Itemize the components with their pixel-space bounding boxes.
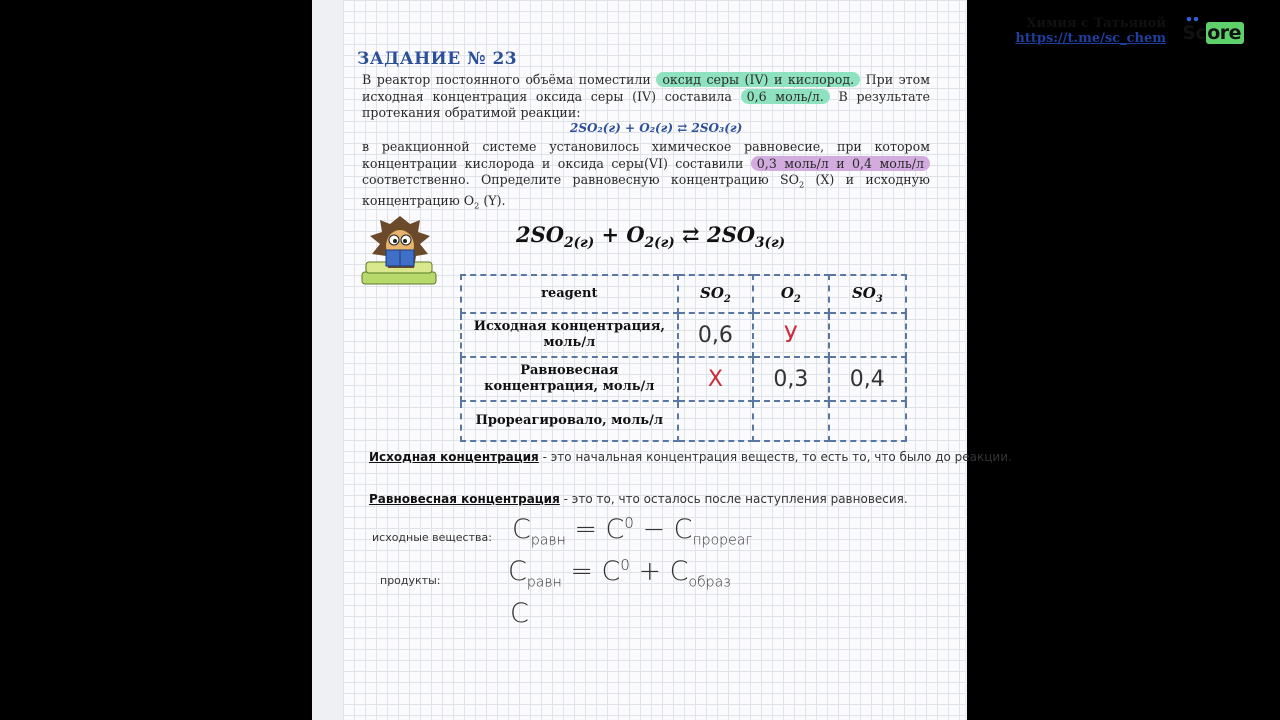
table-header-row	[461, 275, 906, 313]
header-so2: $SO_2$	[678, 275, 753, 313]
table-row	[461, 401, 906, 441]
label-products: продукты:	[380, 574, 441, 587]
header-so3: $SO_3$	[829, 275, 906, 313]
cell-reacted-so3	[829, 401, 906, 441]
cell-equilibrium-o2: 0,3	[753, 357, 828, 401]
row-label: Прореагировало, моль/л	[461, 401, 678, 441]
author-name: Химия с Татьяной	[1026, 16, 1166, 31]
row-label: Равновесная концентрация, моль/л	[461, 357, 678, 401]
reaction-equation: $2SO_{2(г)} + O_{2(г)}$ ⇄ $2SO_{3(г)}$	[516, 222, 786, 252]
task-title: ЗАДАНИЕ № 23	[357, 49, 518, 69]
concentration-table	[460, 274, 907, 442]
definition-equilibrium: Равновесная концентрация - это то, что осталось после наступления равновесия.	[369, 492, 908, 506]
table-row	[461, 357, 906, 401]
task-paragraph-2: в реакционной системе установилось химическое равновесие, при котором концентрации кислорода и оксида серы(VI) составили 0,3 моль/л и 0,4 моль/л соответственно. Определите равновесную концентрацию $SO_2$ (X) и исходную концентрацию $O_2$ (Y).	[362, 139, 930, 211]
cell-equilibrium-so3: 0,4	[829, 357, 906, 401]
cell-initial-o2: У	[753, 313, 828, 357]
telegram-link[interactable]: https://t.me/sc_chem	[1015, 31, 1166, 46]
row-label: Исходная концентрация, моль/л	[461, 313, 678, 357]
reaction-equation-small: 2SO₂(г) + O₂(г) ⇄ 2SO₃(г)	[570, 121, 743, 135]
header-reagent: reagent	[461, 275, 678, 313]
cell-initial-so2: 0,6	[678, 313, 753, 357]
table-row	[461, 313, 906, 357]
highlight-initial-conc: 0,6 моль/л.	[741, 89, 830, 104]
highlight-reactants: оксид серы (IV) и кислород.	[656, 72, 860, 87]
formula-reactants: $C_{равн} = C^0 - C_{прореаг}$	[512, 514, 753, 549]
hedgehog-mascot-icon	[360, 210, 440, 290]
highlight-equilibrium-conc: 0,3 моль/л и 0,4 моль/л	[751, 156, 930, 171]
header-o2: $O_2$	[753, 275, 828, 313]
formula-products: $C_{равн} = C^0 + C_{образ}$	[508, 556, 731, 591]
label-reactants: исходные вещества:	[372, 531, 492, 544]
definition-initial: Исходная концентрация - это начальная концентрация веществ, то есть то, что было до реакции.	[369, 450, 1012, 464]
cell-reacted-so2	[678, 401, 753, 441]
cell-initial-so3	[829, 313, 906, 357]
formula-partial: C	[510, 598, 529, 629]
author-header	[1015, 16, 1166, 46]
cell-reacted-o2	[753, 401, 828, 441]
score-logo: Score	[1182, 22, 1244, 44]
task-paragraph-1: В реактор постоянного объёма поместили оксид серы (IV) и кислород. При этом исходная концентрация оксида серы (IV) составила 0,6 моль/л. В результате протекания обратимой реакции:	[362, 72, 930, 120]
cell-equilibrium-so2: X	[678, 357, 753, 401]
logo-dots-icon	[1186, 17, 1200, 22]
